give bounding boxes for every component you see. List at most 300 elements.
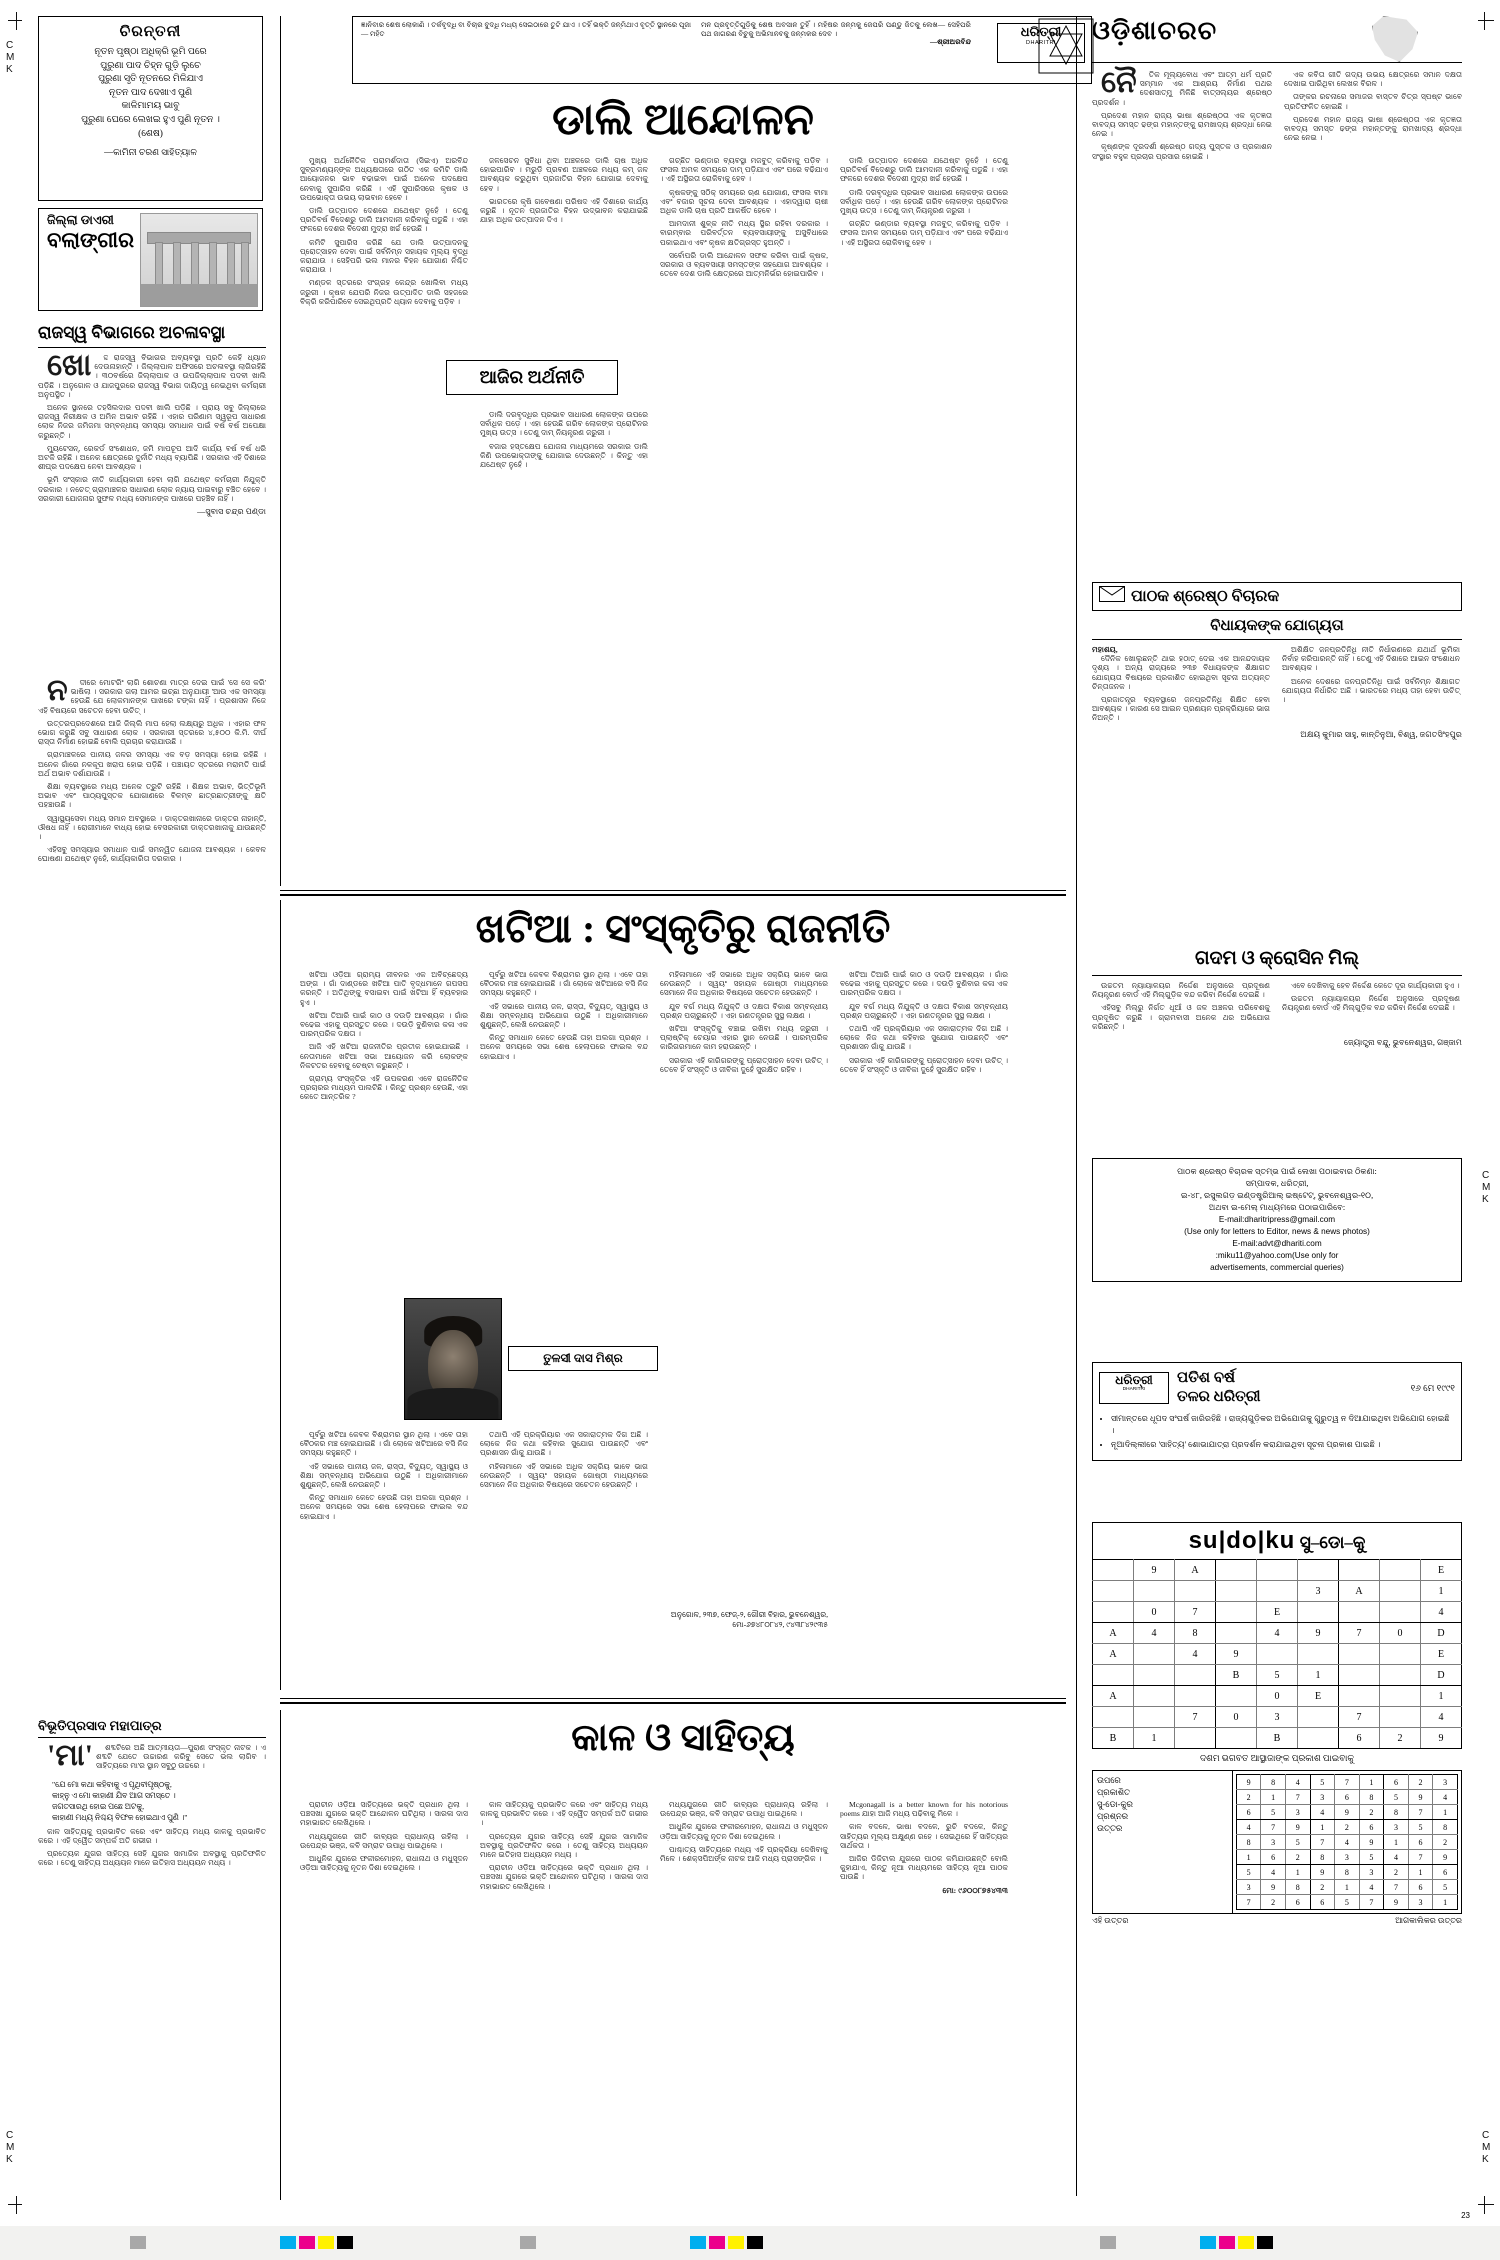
answer-cell: 5 [1236, 1865, 1261, 1880]
quote-line: "ଯେ ମୋ କଥା କହିବାକୁ ଏ ପୃଥିବୀପୃଷ୍ଠକୁ, [52, 1779, 172, 1789]
anniversary-date: ୧୬ ମେ ୧୯୯୧ [1410, 1382, 1455, 1393]
poem-line: ପୁରୁଣା ସୃତି ନୂତନରେ ମିଳିଯାଏ [98, 74, 203, 85]
sudoku-cell[interactable]: 5 [1257, 1665, 1298, 1686]
sudoku-row[interactable] [1093, 1686, 1462, 1707]
answer-cell: 3 [1261, 1835, 1286, 1850]
sudoku-row[interactable] [1093, 1602, 1462, 1623]
answer-cell: 7 [1408, 1805, 1433, 1820]
answer-cell: 6 [1384, 1775, 1409, 1790]
paragraph: ପ୍ରଦେଶ ମହାନ ରାଜ୍ୟ ଭାଷା ଶ୍ରେଷ୍ଠତା ଏକ କୃତଜ୍ଞତା ବାବଦ୍ୟ ସମସ୍ତ ଢଙ୍ଗ ମହାନ୍ତଙ୍କୁ ରାମଖାଦ୍ୟ ଶ୍ରଦ୍ଧା ନେଇ ନେଇ । [1284, 114, 1462, 143]
sudoku-cell[interactable]: 8 [1175, 1623, 1216, 1644]
kala-headline: କାଳ ଓ ସାହିତ୍ୟ [571, 1717, 795, 1759]
sudoku-cell[interactable] [1216, 1602, 1257, 1623]
sudoku-footer: ଏହି ଉତ୍ତର ଆଗକାଲିକର ଉତ୍ତର [1092, 1916, 1462, 1925]
sudoku-cell[interactable] [1216, 1686, 1257, 1707]
sudoku-row[interactable] [1093, 1560, 1462, 1581]
paragraph: ଡାଲି ଉତ୍ପାଦନ ଦେଶରେ ଯଥେଷ୍ଟ ନୁହେଁ । ତେଣୁ ପ୍ରତିବର୍ଷ ବିଦେଶରୁ ଡାଲି ଆମଦାନୀ କରିବାକୁ ପଡୁଛି । ଏହା ଫଳରେ ଦେଶର ବିଦେଶୀ ମୁଦ୍ରା ଖର୍ଚ୍ଚ ହେଉଛି । [300, 206, 468, 234]
answer-row [1236, 1820, 1457, 1835]
paragraph: ଡାଲି ଦରବୃଦ୍ଧିର ପ୍ରଭାବ ସାଧାରଣ ଲୋକଙ୍କ ଉପରେ ସର୍ବାଧିକ ପଡ଼େ । ଏହା ହେଉଛି ଗରିବ ଲୋକଙ୍କ ପ୍ରୋଟିନର ମୁଖ୍ୟ ଉତ୍ସ । ତେଣୁ ଦାମ୍ ନିୟନ୍ତ୍ରଣ ଜରୁରୀ । [480, 410, 648, 438]
sudoku-cell[interactable] [1093, 1581, 1134, 1602]
answer-row [1236, 1805, 1457, 1820]
sudoku-cell[interactable] [1134, 1707, 1175, 1728]
sudoku-cell[interactable]: B [1216, 1665, 1257, 1686]
paragraph: ସରକାର ଏହି କାରିଗରଙ୍କୁ ପ୍ରୋତ୍ସାହନ ଦେବା ଉଚିତ୍ । ତେବେ ହିଁ ସଂସ୍କୃତି ଓ ଜୀବିକା ଦୁହେଁ ସୁରକ୍ଷିତ ରହିବ । [840, 1055, 1008, 1074]
paragraph: ଉଚ୍ଚତମ ନ୍ୟାୟାଳୟର ନିର୍ଦ୍ଦେଶ ଅନୁସାରେ ପ୍ରଦୂଷଣ ନିୟନ୍ତ୍ରଣ ବୋର୍ଡ ଏହି ମିଲ୍‌ଗୁଡ଼ିକ ବନ୍ଦ କରିବା ନିର୍ଦ୍ଦେଶ ଦେଇଛି । [1092, 981, 1270, 1000]
quote-line: କାହାଣୀ ମଧ୍ୟ ନିଶ୍ଚୟ ବିଫଳ ହୋଇଥାଏ ପୁଣି ।" [52, 1812, 188, 1822]
sudoku-instruction: ଦଶମ ଭଗବତ ଆସ୍ଥାଜାଙ୍କ ପ୍ରକାଶ ପାଇବାକୁ [1199, 1753, 1355, 1763]
answer-cell: 2 [1408, 1775, 1433, 1790]
left-article-revenue [38, 322, 266, 517]
answer-cell: 5 [1359, 1850, 1384, 1865]
contact-intro: ପାଠକ ଶ୍ରେଷ୍ଠ ବିଚାରକ ସ୍ତମ୍ଭ ପାଇଁ ଲେଖା ପଠାଇବାର ଠିକଣା: [1177, 1167, 1377, 1176]
sudoku-cell[interactable]: 1 [1298, 1665, 1339, 1686]
sudoku-cell[interactable] [1339, 1686, 1380, 1707]
paragraph: ଖଟିଆ ଓଡ଼ିଆ ଗ୍ରାମ୍ୟ ଜୀବନର ଏକ ଅବିଚ୍ଛେଦ୍ୟ ଅଙ୍ଗ । ଗାଁ ଦାଣ୍ଡରେ ଖଟିଆ ପାତି ବୃଦ୍ଧମାନେ ଗପସପ କରନ୍ତି । ଅତିଥିଙ୍କୁ ବସାଇବା ପାଇଁ ଖଟିଆ ହିଁ ବ୍ୟବହାର ହୁଏ । [300, 970, 468, 1007]
sudoku-cell[interactable]: 0 [1216, 1707, 1257, 1728]
poem-author: —କାମିନୀ ଚରଣ ସାହିତ୍ୟାଳ [104, 147, 197, 158]
paragraph: ମୁଖ୍ୟ ଅର୍ଥନୈତିକ ପରାମର୍ଶଦାତା (ସିଇଏ) ଅରବିନ୍ଦ ସୁବ୍ରମଣ୍ୟନ୍ଙ୍କ ଅଧ୍ୟକ୍ଷତାରେ ଗଠିତ ଏକ କମିଟି ଡାଲି ଆୟୋଜନର ଭାବ ବଢାଇବା ପାଇଁ ଅନେକ ପଦକ୍ଷେପ ନେବାକୁ ସୁପାରିସ କରିଛି । ଏହି ସୁପାରିସରେ କୃଷକ ଓ ଉପଭୋକ୍ତା ଉଭୟ ଲାଭବାନ ହେବେ । [300, 156, 468, 202]
answer-cell: 5 [1384, 1790, 1409, 1805]
sudoku-answer-grid [1236, 1774, 1458, 1910]
sudoku-cell[interactable] [1380, 1707, 1421, 1728]
answer-cell: 2 [1285, 1850, 1310, 1865]
answer-row [1236, 1865, 1457, 1880]
paragraph: ଆଧୁନିକ ଯୁଗରେ ଫକୀରମୋହନ, ରାଧାନାଥ ଓ ମଧୁସୂଦନ ଓଡ଼ିଆ ସାହିତ୍ୟକୁ ନୂତନ ଦିଶା ଦେଇଥିଲେ । [660, 1822, 828, 1841]
sudoku-cell[interactable] [1339, 1644, 1380, 1665]
odisha-header-rule [1092, 62, 1462, 63]
answer-cell: 8 [1335, 1865, 1360, 1880]
answer-cell: 7 [1335, 1775, 1360, 1790]
sudoku-cell[interactable] [1175, 1665, 1216, 1686]
answer-cell: 8 [1310, 1850, 1335, 1865]
dali-headline: ଡାଲି ଆନ୍ଦୋଳନ [552, 95, 814, 144]
sudoku-cell[interactable]: 4 [1421, 1602, 1462, 1623]
answer-cell: 9 [1408, 1790, 1433, 1805]
sudoku-cell[interactable]: E [1298, 1686, 1339, 1707]
paragraph: ଉଚ୍ଚତମ ନ୍ୟାୟାଳୟର ନିର୍ଦ୍ଦେଶ ଅନୁସାରେ ପ୍ରଦୂଷଣ ନିୟନ୍ତ୍ରଣ ବୋର୍ଡ ଏହି ମିଲ୍‌ଗୁଡ଼ିକ ବନ୍ଦ କରିବା ନିର୍ଦ୍ଦେଶ ଦେଇଛି । [1282, 994, 1460, 1013]
answer-cell: 5 [1433, 1880, 1458, 1895]
sudoku-cell[interactable]: D [1421, 1665, 1462, 1686]
sudoku-cell[interactable] [1298, 1602, 1339, 1623]
left-article-2-body [38, 674, 266, 864]
section-divider-dali-bottom [280, 890, 1066, 891]
author-portrait [404, 1298, 502, 1420]
paragraph: କିନ୍ତୁ ସମାଧାନ କେତେ ହେଉଛି ତାହା ଅଲଗା ପ୍ରଶ୍ନ । ଅନେକ ସମୟରେ ସଭା ଶେଷ ହେଲାପରେ ଫାଇଲ ବନ୍ଦ ହୋଇଯାଏ । [480, 1033, 648, 1061]
kala-author-label: ବିଭୂତିପ୍ରସାଦ ମହାପାତ୍ର [38, 1718, 162, 1733]
khadia-author-box: ତୁଳସୀ ଦାସ ମିଶ୍ର [508, 1346, 658, 1371]
answer-cell: 4 [1335, 1835, 1360, 1850]
answer-cell: 3 [1285, 1805, 1310, 1820]
sudoku-cell[interactable]: 4 [1257, 1623, 1298, 1644]
paragraph: ଖଟିଆ ତିଆରି ପାଇଁ କାଠ ଓ ଦଉଡ଼ି ଆବଶ୍ୟକ । ଗାଁର ବଢେଇ ଏହାକୁ ପ୍ରସ୍ତୁତ କରେ । ଦଉଡ଼ି ବୁଣିବାର କଳା ଏକ ପାରମ୍ପରିକ ଦକ୍ଷତା । [300, 1010, 468, 1039]
reader-section [1092, 582, 1462, 740]
paragraph: ଖଟିଆ ତିଆରି ପାଇଁ କାଠ ଓ ଦଉଡ଼ି ଆବଶ୍ୟକ । ଗାଁର ବଢେଇ ଏହାକୁ ପ୍ରସ୍ତୁତ କରେ । ଦଉଡ଼ି ବୁଣିବାର କଳା ଏକ ପାରମ୍ପରିକ ଦକ୍ଷତା । [840, 970, 1008, 998]
khadia-column-2 [480, 970, 648, 1065]
district-name: ବଲାଙ୍ଗୀର [47, 228, 134, 252]
sudoku-cell[interactable]: 0 [1380, 1623, 1421, 1644]
sudoku-row[interactable] [1093, 1581, 1462, 1602]
sudoku-cell[interactable]: A [1175, 1560, 1216, 1581]
anniversary-box [1092, 1362, 1462, 1461]
answer-cell: 4 [1359, 1880, 1384, 1895]
paragraph: ଅନେକ ସ୍ଥାନରେ ତହସିଲଦାର ପଦବୀ ଖାଲି ପଡ଼ିଛି । ପ୍ରାୟ ସବୁ ଜିଲ୍ଲାରେ ରାଜସ୍ୱ ନିରୀକ୍ଷକ ଓ ଅମିନ ଅଭାବ ରହିଛି । ଏହାର ପରିଣାମ ସ୍ୱରୂପ ସାଧାରଣ ଲୋକ ନିଜର ଜମିଜମା ସମ୍ବନ୍ଧୀୟ ସମସ୍ୟା ସମାଧାନ ପାଇଁ ବର୍ଷ ବର୍ଷ ଅପେକ୍ଷା କରୁଛନ୍ତି । [38, 403, 266, 440]
khadia-column-2b [480, 1430, 648, 1493]
paragraph: ଦୈନିକ ଖୋଲୁଛନ୍ତି ଥାଇ ହଠାତ୍ ଦେଇ ଏକ ଆନନ୍ଦଦାୟକ ଦୃଶ୍ୟ । ଅନ୍ୟ ରାଜ୍ୟରେ ୨୩୭ ବିଧାୟକଙ୍କ ଶିକ୍ଷାଗତ ଯୋଗ୍ୟତା ବିଷୟରେ ପ୍ରକାଶିତ ହୋଇଥିବା ସୂଚନା ଅତ୍ୟନ୍ତ ଚିନ୍ତାଜନକ । [1092, 654, 1270, 691]
sudoku-cell[interactable]: 1 [1421, 1686, 1462, 1707]
answer-cell: 1 [1335, 1880, 1360, 1895]
answer-cell: 6 [1261, 1850, 1286, 1865]
sudoku-cell[interactable]: 7 [1339, 1707, 1380, 1728]
sudoku-cell[interactable]: 7 [1175, 1602, 1216, 1623]
answer-cell: 7 [1310, 1835, 1335, 1850]
district-label: ଜିଲ୍ଲା ଡାଏରୀ [47, 213, 114, 227]
khadia-column-1b [300, 1430, 468, 1525]
swatch-gray [1100, 2236, 1116, 2249]
sudoku-cell[interactable] [1216, 1623, 1257, 1644]
swatch-group-1 [130, 2236, 146, 2249]
paragraph: ଗଚ୍ଛିତ ଭଣ୍ଡାର ବ୍ୟବସ୍ଥା ମଜବୁତ୍ କରିବାକୁ ପଡ଼ିବ । ଫସଲ ଅମଳ ସମୟରେ ଦାମ୍ ପଡ଼ିଯାଏ ଏବଂ ପରେ ବଢିଯାଏ । ଏହି ଅସ୍ଥିରତା ରୋକିବାକୁ ହେବ । [660, 156, 828, 184]
answer-cell: 7 [1384, 1880, 1409, 1895]
sudoku-row[interactable] [1093, 1707, 1462, 1728]
salutation: ମହାଶୟ, [1092, 645, 1118, 654]
registration-mark-bottom-right [1476, 2196, 1494, 2214]
reader-box-signature: ଅକ୍ଷୟ କୁମାର ସାହୁ, କାନ୍ତିନୁଆ, ବିଶ୍ୱ, ଜଗତସିଂହପୁର [1300, 729, 1462, 739]
sudoku-cell[interactable] [1339, 1602, 1380, 1623]
answer-cell: 6 [1408, 1835, 1433, 1850]
answer-cell: 3 [1236, 1880, 1261, 1895]
paragraph: ମହିଳାମାନେ ଏହି ସଭାରେ ଅଧିକ ସକ୍ରିୟ ଭାବେ ଭାଗ ନେଉଛନ୍ତି । ସ୍ୱୟଂ ସହାୟକ ଗୋଷ୍ଠୀ ମାଧ୍ୟମରେ ସେମାନେ ନିଜ ଅଧିକାର ବିଷୟରେ ସଚେତନ ହେଉଛନ୍ତି । [480, 1461, 648, 1490]
poem-line: ପୁରୁଣା ପାଦ ଚିହ୍ନ ଗୁଡ଼ି ଲୁଚେ [100, 60, 201, 71]
answer-cell: 6 [1335, 1790, 1360, 1805]
page-content [22, 10, 1478, 2210]
poem-title: ଚିରନ୍ତନୀ [119, 24, 182, 40]
answer-cell: 9 [1359, 1835, 1384, 1850]
sudoku-cell[interactable] [1298, 1560, 1339, 1581]
sudoku-cell[interactable]: B [1257, 1728, 1298, 1749]
sudoku-row[interactable] [1093, 1623, 1462, 1644]
sudoku-cell[interactable] [1380, 1686, 1421, 1707]
sudoku-cell[interactable] [1134, 1665, 1175, 1686]
answer-cell: 1 [1433, 1805, 1458, 1820]
cmk-marks-left [6, 40, 14, 76]
answer-row [1236, 1835, 1457, 1850]
kala-column-4 [840, 1800, 1008, 1895]
swatch-yellow [728, 2236, 744, 2249]
swatch-yellow [1238, 2236, 1254, 2249]
sudoku-cell[interactable]: 4 [1134, 1623, 1175, 1644]
swatch-magenta [299, 2236, 315, 2249]
answer-cell: 6 [1236, 1805, 1261, 1820]
sudoku-cell[interactable]: E [1421, 1560, 1462, 1581]
odisha-section-header [1092, 16, 1422, 62]
section-divider-dali-bottom-thick [280, 894, 1066, 896]
paragraph: ଜଳସେଚନ ସୁବିଧା ଥିବା ଅଞ୍ଚଳରେ ଡାଲି ଚାଷ ଅଧିକ ହୋଇପାରିବ । ମରୁଡ଼ି ପ୍ରବଣ ଅଞ୍ଚଳରେ ମଧ୍ୟ କମ୍ ଜଳ ଆବଶ୍ୟକ କରୁଥିବା ପ୍ରଜାତିର ବିହନ ଯୋଗାଇ ଦେବାକୁ ହେବ । [480, 156, 648, 193]
answer-cell: 8 [1261, 1775, 1286, 1790]
answer-cell: 9 [1335, 1805, 1360, 1820]
sudoku-cell[interactable]: 7 [1175, 1707, 1216, 1728]
swatch-group-6 [1200, 2236, 1273, 2249]
sudoku-cell[interactable] [1380, 1560, 1421, 1581]
sudoku-title [1092, 1522, 1462, 1559]
answer-row [1236, 1775, 1457, 1790]
paragraph: ଡାଲି ଉତ୍ପାଦନ ଦେଶରେ ଯଥେଷ୍ଟ ନୁହେଁ । ତେଣୁ ପ୍ରତିବର୍ଷ ବିଦେଶରୁ ଡାଲି ଆମଦାନୀ କରିବାକୁ ପଡୁଛି । ଏହା ଫଳରେ ଦେଶର ବିଦେଶୀ ମୁଦ୍ରା ଖର୍ଚ୍ଚ ହେଉଛି । [840, 156, 1008, 184]
masthead-quote-credit: —ଶ୍ରୀଅରବିନ୍ଦ [930, 38, 971, 47]
sudoku-puzzle-grid[interactable] [1092, 1559, 1462, 1749]
paragraph: ବଜାର ହସ୍ତକ୍ଷେପ ଯୋଜନା ମାଧ୍ୟମରେ ସରକାର ଡାଲି କିଣି ଉପଭୋକ୍ତାଙ୍କୁ ଯୋଗାଇ ଦେଉଛନ୍ତି । କିନ୍ତୁ ଏହା ଯଥେଷ୍ଟ ନୁହେଁ । [480, 441, 648, 470]
paragraph: ମଧ୍ୟଯୁଗରେ ରୀତି କାବ୍ୟର ପ୍ରାଧାନ୍ୟ ରହିଲା । ଉପେନ୍ଦ୍ର ଭଞ୍ଜ, କବି ସମ୍ରାଟ ଉପାଧି ପାଇଥିଲେ । [300, 1831, 468, 1850]
sudoku-cell[interactable]: 9 [1216, 1644, 1257, 1665]
sudoku-cell[interactable] [1093, 1560, 1134, 1581]
anniversary-title-2: ତଳର ଧରିତ୍ରୀ [1177, 1389, 1261, 1405]
contact-email-2[interactable]: E-mail:advt@dhariti.com [1232, 1239, 1322, 1248]
sudoku-cell[interactable]: A [1093, 1644, 1134, 1665]
crop-mark-k: K [6, 64, 13, 75]
contact-line: ସମ୍ପାଦକ, ଧରିତ୍ରୀ, [1245, 1179, 1309, 1188]
answer-cell: 7 [1408, 1850, 1433, 1865]
answer-cell: 5 [1408, 1820, 1433, 1835]
answer-cell: 8 [1384, 1805, 1409, 1820]
paragraph: ସର୍ବୋପରି ଡାଲି ଆନ୍ଦୋଳନ ସଫଳ କରିବା ପାଇଁ କୃଷକ, ସରକାର ଓ ବ୍ୟବସାୟୀ ସମସ୍ତଙ୍କ ସହଯୋଗ ଆବଶ୍ୟକ । ତେବେ ଦେଶ ଡାଲି କ୍ଷେତ୍ରରେ ଆତ୍ମନିର୍ଭର ହୋଇପାରିବ । [660, 250, 828, 279]
crop-mark-m: M [6, 52, 15, 63]
answer-cell: 1 [1408, 1865, 1433, 1880]
sudoku-cell[interactable]: 7 [1339, 1623, 1380, 1644]
sudoku-title-latin: su|do|ku [1188, 1527, 1296, 1554]
paragraph: ପ୍ରତ୍ୟେକ ଯୁଗର ସାହିତ୍ୟ ସେହି ଯୁଗର ସାମାଜିକ ଅବସ୍ଥାକୁ ପ୍ରତିଫଳିତ କରେ । ତେଣୁ ସାହିତ୍ୟ ଅଧ୍ୟୟନ ମାନେ ଇତିହାସ ଅଧ୍ୟୟନ ମଧ୍ୟ । [38, 1849, 266, 1868]
paragraph: କମିଟି ସୁପାରିସ କରିଛି ଯେ ଡାଲି ଉତ୍ପାଦନକୁ ପ୍ରୋତ୍ସାହନ ଦେବା ପାଇଁ ସର୍ବନିମ୍ନ ସହାୟକ ମୂଲ୍ୟ ବୃଦ୍ଧି କରାଯାଉ । ସେହିପରି ଭଲ ମାନର ବିହନ ଯୋଗାଣ ନିଶ୍ଚିତ କରାଯାଉ । [300, 237, 468, 275]
sudoku-cell[interactable]: A [1093, 1623, 1134, 1644]
sudoku-cell[interactable]: 4 [1175, 1644, 1216, 1665]
khadia-column-3 [660, 970, 828, 1078]
sudoku-cell[interactable]: 3 [1298, 1581, 1339, 1602]
paragraph: ଆଜିର ଡିଜିଟାଲ ଯୁଗରେ ପାଠକ କମିଯାଉଛନ୍ତି ବୋଲି କୁହାଯାଏ, କିନ୍ତୁ ନୂଆ ମାଧ୍ୟମରେ ସାହିତ୍ୟ ନୂଆ ପାଠକ ପାଉଛି । [840, 1854, 1008, 1882]
answer-cell: 8 [1359, 1790, 1384, 1805]
answer-cell: 4 [1433, 1790, 1458, 1805]
section-divider-khadia-bottom-thick [280, 1702, 1066, 1704]
sudoku-cell[interactable]: A [1093, 1686, 1134, 1707]
todays-economy-box: ଆଜିର ଅର୍ଥନୀତି [446, 360, 618, 395]
sudoku-cell[interactable] [1257, 1644, 1298, 1665]
sudoku-cell[interactable] [1380, 1602, 1421, 1623]
paragraph: ଗ୍ରାମାଞ୍ଚଳରେ ପାନୀୟ ଜଳର ସମସ୍ୟା ଏକ ବଡ଼ ସମସ୍ୟା ହୋଇ ରହିଛି । ଅନେକ ଗାଁରେ ନଳକୂପ ଖରାପ ହୋଇ ପଡ଼ିଛି । ପଞ୍ଚାୟତ ସ୍ତରରେ ମରାମତି ପାଇଁ ଅର୍ଥ ଅଭାବ ଦର୍ଶାଯାଉଛି । [38, 750, 266, 778]
swatch-cyan [1200, 2236, 1216, 2249]
answer-cell: 3 [1335, 1850, 1360, 1865]
swatch-cyan [280, 2236, 296, 2249]
sudoku-cell[interactable] [1093, 1707, 1134, 1728]
second-article-col-1 [1092, 981, 1270, 1035]
poem-line: ନୂତନ ପୃଷ୍ଠା ଅଧିକ୍ରି ଭୂମି ପରେ [94, 47, 207, 57]
sudoku-cell[interactable]: B [1093, 1728, 1134, 1749]
sudoku-cell[interactable]: 1 [1134, 1728, 1175, 1749]
paragraph: ଅଶିକ୍ଷିତ ଜନପ୍ରତିନିଧି ନୀତି ନିର୍ଧାରଣରେ ଯଥାର୍ଥ ଭୂମିକା ନିର୍ବାହ କରିପାରନ୍ତି ନାହିଁ । ତେଣୁ ଏହି ଦିଶାରେ ଆଇନ ସଂଶୋଧନ ଆବଶ୍ୟକ । [1282, 645, 1460, 673]
sudoku-cell[interactable] [1339, 1560, 1380, 1581]
sudoku-cell[interactable] [1134, 1644, 1175, 1665]
sudoku-cell[interactable] [1216, 1581, 1257, 1602]
left-article-body [38, 349, 266, 503]
sudoku-cell[interactable]: 0 [1134, 1602, 1175, 1623]
right-article-body [1092, 66, 1272, 165]
envelope-icon [1099, 586, 1125, 607]
column-divider-2 [280, 900, 281, 1690]
masthead-quote-col-1: ଜ୍ଞାନିବାର ଶେଷ ଲୋକାଣି । ତର୍କବୃଦ୍ଧି ବା ବିଚାର ବୁଦ୍ଧି ମଧ୍ୟ ସେଇଠାରେ ତୁଟି ଯାଏ । ତହିଁ ଭକ୍ତି ଜନ୍ମିଥାଏ ବୃତ୍ତି ସ୍ଥାନରେ ପୂଜା— ମହିତ [361, 21, 691, 38]
paragraph: 'ମା'ଶବ୍ଦଟିରେ ଅଛି ଆତ୍ମୀୟତା—ପୁରାଣ ସଂସ୍କୃତ ନାଟକ । ଏ ଶବ୍ଦଟି ଯେତେ ଉଚ୍ଚାରଣ କରିବୁ ସେତେ ଭଲ ଲାଗିବ । ସାହିତ୍ୟରେ ମା'ର ସ୍ଥାନ ସବୁଠୁ ଉଚ୍ଚରେ । [47, 1739, 266, 1772]
sudoku-cell[interactable]: 1 [1421, 1581, 1462, 1602]
crop-mark-k: K [6, 2154, 13, 2165]
column-divider-3 [280, 1710, 281, 2200]
crop-mark-k: K [1482, 1194, 1489, 1205]
second-article-signature: ଜ୍ୟୋତ୍ସ୍ନା ବନ୍ଦୁ, ଭୁବନେଶ୍ୱର, ଗଞ୍ଜାମ [1343, 1038, 1462, 1048]
answer-cell: 5 [1261, 1805, 1286, 1820]
sudoku-cell[interactable] [1216, 1728, 1257, 1749]
answer-cell: 7 [1359, 1895, 1384, 1910]
sudoku-cell[interactable] [1380, 1644, 1421, 1665]
crop-mark-m: M [1482, 1182, 1491, 1193]
sudoku-cell[interactable] [1175, 1686, 1216, 1707]
sudoku-row[interactable] [1093, 1644, 1462, 1665]
answer-cell: 1 [1236, 1850, 1261, 1865]
sudoku-cell[interactable] [1380, 1665, 1421, 1686]
swatch-magenta [1219, 2236, 1235, 2249]
dali-column-2b [480, 410, 648, 473]
answer-cell: 4 [1261, 1865, 1286, 1880]
sudoku-cell[interactable]: 6 [1339, 1728, 1380, 1749]
answer-cell: 7 [1285, 1790, 1310, 1805]
star-emblem [1038, 18, 1094, 74]
paragraph: ପୂର୍ବରୁ ଖଟିଆ କେବଳ ବିଶ୍ରାମର ସ୍ଥାନ ଥିଲା । ଏବେ ତାହା ବୈଠକର ମଞ୍ଚ ହୋଇଯାଇଛି । ଗାଁ ଲୋକେ ଖଟିଆରେ ବସି ନିଜ ସମସ୍ୟା କହୁଛନ୍ତି । [300, 1430, 468, 1458]
paragraph: ସରକାର ଏହି କାରିଗରଙ୍କୁ ପ୍ରୋତ୍ସାହନ ଦେବା ଉଚିତ୍ । ତେବେ ହିଁ ସଂସ୍କୃତି ଓ ଜୀବିକା ଦୁହେଁ ସୁରକ୍ଷିତ ରହିବ । [660, 1055, 828, 1074]
swatch-gray [520, 2236, 536, 2249]
reader-box-col-2 [1282, 645, 1460, 727]
answer-cell: 3 [1310, 1790, 1335, 1805]
sudoku-row[interactable] [1093, 1728, 1462, 1749]
sudoku-cell[interactable]: A [1339, 1581, 1380, 1602]
answer-cell: 2 [1335, 1820, 1360, 1835]
swatch-cyan [690, 2236, 706, 2249]
sudoku-cell[interactable] [1134, 1581, 1175, 1602]
sudoku-cell[interactable] [1175, 1728, 1216, 1749]
sudoku-cell[interactable] [1175, 1581, 1216, 1602]
sudoku-answer-grid-wrap [1233, 1771, 1461, 1913]
answer-cell: 1 [1433, 1895, 1458, 1910]
answer-cell: 2 [1433, 1835, 1458, 1850]
khadia-contact [660, 1610, 828, 1630]
answer-cell: 7 [1261, 1820, 1286, 1835]
left-article-title: ରାଜସ୍ୱ ବିଭାଗରେ ଅଚଳାବସ୍ଥା [38, 323, 226, 342]
paragraph: ଆମଦାନୀ ଶୁଳ୍କ ନୀତି ମଧ୍ୟ ସ୍ଥିର ରହିବା ଦରକାର । ବାରମ୍ବାର ପରିବର୍ତ୍ତନ ବ୍ୟବସାୟୀଙ୍କୁ ଅସୁବିଧାରେ ପକାଇଥାଏ ଏବଂ କୃଷକ କ୍ଷତିଗ୍ରସ୍ତ ହୁଅନ୍ତି । [660, 219, 828, 247]
sudoku-cell[interactable]: 3 [1257, 1707, 1298, 1728]
sudoku-cell[interactable]: D [1421, 1623, 1462, 1644]
swatch-yellow [318, 2236, 334, 2249]
answer-cell: 3 [1359, 1865, 1384, 1880]
paragraph: ମଧ୍ୟଯୁଗରେ ରୀତି କାବ୍ୟର ପ୍ରାଧାନ୍ୟ ରହିଲା । ଉପେନ୍ଦ୍ର ଭଞ୍ଜ, କବି ସମ୍ରାଟ ଉପାଧି ପାଇଥିଲେ । [660, 1800, 828, 1819]
sudoku-cell[interactable] [1380, 1581, 1421, 1602]
crop-mark-c: C [1482, 2130, 1490, 2141]
answer-cell: 7 [1236, 1895, 1261, 1910]
district-diary-box [38, 208, 263, 311]
sudoku-cell[interactable]: E [1421, 1644, 1462, 1665]
answer-cell: 3 [1433, 1775, 1458, 1790]
sudoku-cell[interactable]: 2 [1380, 1728, 1421, 1749]
paragraph: କୃଷକଙ୍କୁ ସଠିକ୍ ସମୟରେ ଋଣ ଯୋଗାଣ, ଫସଲ ବୀମା ଏବଂ ବଜାର ସୂଚନା ଦେବା ଆବଶ୍ୟକ । ଏହାଦ୍ୱାରା ଚାଷୀ ଅଧିକ ଡାଲି ଚାଷ ପ୍ରତି ଆକର୍ଷିତ ହେବେ । [660, 187, 828, 216]
paragraph: ତଥାପି ଏହି ପ୍ରକ୍ରିୟାର ଏକ ସକାରାତ୍ମକ ଦିଗ ଅଛି । ଲୋକେ ନିଜ କଥା କହିବାର ସୁଯୋଗ ପାଉଛନ୍ତି ଏବଂ ପ୍ରଶାସନ ଗାଁକୁ ଯାଉଛି । [480, 1430, 648, 1458]
sudoku-cell[interactable]: 9 [1298, 1623, 1339, 1644]
sudoku-cell[interactable] [1298, 1644, 1339, 1665]
answer-cell: 1 [1310, 1820, 1335, 1835]
cmk-marks-right-bottom [1482, 2130, 1490, 2166]
paragraph: ପ୍ରତ୍ୟେକ ଯୁଗର ସାହିତ୍ୟ ସେହି ଯୁଗର ସାମାଜିକ ଅବସ୍ଥାକୁ ପ୍ରତିଫଳିତ କରେ । ତେଣୁ ସାହିତ୍ୟ ଅଧ୍ୟୟନ ମାନେ ଇତିହାସ ଅଧ୍ୟୟନ ମଧ୍ୟ । [480, 1831, 648, 1860]
sudoku-cell[interactable]: 0 [1257, 1686, 1298, 1707]
temple-photo [140, 213, 258, 307]
swatch-group-3 [520, 2236, 536, 2249]
sudoku-cell[interactable] [1093, 1665, 1134, 1686]
paragraph: ଖଟିଆ ସଂସ୍କୃତିକୁ ବଞ୍ଚାଇ ରଖିବା ମଧ୍ୟ ଜରୁରୀ । ପ୍ଲାଷ୍ଟିକ୍ ଚେୟାର ଏହାର ସ୍ଥାନ ନେଉଛି । ପାରମ୍ପରିକ କାରିଗରମାନେ କାମ ହରାଉଛନ୍ତି । [660, 1024, 828, 1052]
poem-subtitle: (ଶେଷ) [138, 128, 163, 139]
answer-row [1236, 1850, 1457, 1865]
sudoku-cell[interactable] [1298, 1707, 1339, 1728]
answer-cell: 8 [1285, 1880, 1310, 1895]
paragraph: ଏହି ସଭାରେ ପାନୀୟ ଜଳ, ରାସ୍ତା, ବିଦ୍ୟୁତ୍, ସ୍ୱାସ୍ଥ୍ୟ ଓ ଶିକ୍ଷା ସମ୍ବନ୍ଧୀୟ ଅଭିଯୋଗ ଉଠୁଛି । ଅଧିକାରୀମାନେ ଶୁଣୁଛନ୍ତି, ଲେଖି ନେଉଛନ୍ତି । [300, 1461, 468, 1490]
poem-box [38, 16, 263, 201]
answer-cell: 5 [1285, 1835, 1310, 1850]
sudoku-answer-box [1092, 1770, 1462, 1914]
sudoku-cell[interactable]: E [1257, 1602, 1298, 1623]
sudoku-cell[interactable] [1298, 1728, 1339, 1749]
paragraph: ଗଚ୍ଛିତ ଭଣ୍ଡାର ବ୍ୟବସ୍ଥା ମଜବୁତ୍ କରିବାକୁ ପଡ଼ିବ । ଫସଲ ଅମଳ ସମୟରେ ଦାମ୍ ପଡ଼ିଯାଏ ଏବଂ ପରେ ବଢିଯାଏ । ଏହି ଅସ୍ଥିରତା ରୋକିବାକୁ ହେବ । [840, 219, 1008, 247]
answer-cell: 2 [1359, 1805, 1384, 1820]
sudoku-cell[interactable] [1257, 1560, 1298, 1581]
sudoku-cell[interactable] [1216, 1560, 1257, 1581]
left-article-secondary [38, 674, 266, 868]
paragraph: ପ୍ରଦେଶ ମହାନ ରାଜ୍ୟ ଭାଷା ଶ୍ରେଷ୍ଠତା ଏକ କୃତଜ୍ଞତା ବାବଦ୍ୟ ସମସ୍ତ ଢଙ୍ଗ ମହାନ୍ତଙ୍କୁ ରାମଖାଦ୍ୟ ଶ୍ରଦ୍ଧା ନେଇ ନେଇ । [1092, 110, 1272, 139]
answer-cell: 6 [1408, 1880, 1433, 1895]
second-article-col-2 [1282, 981, 1460, 1035]
khadia-headline: ଖଟିଆ : ସଂସ୍କୃତିରୁ ରାଜନୀତି [475, 906, 891, 951]
answer-cell: 9 [1384, 1895, 1409, 1910]
sudoku-cell[interactable] [1257, 1581, 1298, 1602]
kala-column-1 [300, 1800, 468, 1876]
answer-cell: 8 [1236, 1835, 1261, 1850]
registration-mark-top-right [1476, 12, 1494, 30]
contact-email-3[interactable]: :miku11@yahoo.com(Use only for [1215, 1251, 1339, 1260]
answer-cell: 6 [1359, 1820, 1384, 1835]
swatch-group-2 [280, 2236, 353, 2249]
answer-cell: 9 [1261, 1880, 1286, 1895]
sudoku-cell[interactable] [1339, 1665, 1380, 1686]
sudoku-cell[interactable]: 9 [1134, 1560, 1175, 1581]
contact-email-1[interactable]: E-mail:dharitripress@gmail.com [1218, 1215, 1336, 1224]
answer-cell: 3 [1384, 1820, 1409, 1835]
sudoku-title-odia: ସୁ–ଡୋ–କୁ [1299, 1533, 1366, 1552]
answer-cell: 4 [1236, 1820, 1261, 1835]
paragraph: ଖୋଦ୍ଦ ରାଜସ୍ୱ ବିଭାଗର ଅବ୍ୟବସ୍ଥା ପ୍ରତି କେହି ଧ୍ୟାନ ଦେଉନାହାନ୍ତି । ଜିଲ୍ଲାପାଳ ଅଫିସରେ ଅଚଳାବସ୍ଥା ଲାଗିରହିଛି । ୩୦ବର୍ଷରେ ଜିଲ୍ଲାପାଳ ଓ ଉପଜିଲ୍ଲାପାଳ ପଦବୀ ଖାଲି ପଡ଼ିଛି । ଅନୁଗୋଳ ଓ ଯାଜପୁରରେ ରାଜସ୍ୱ ବିଭାଗ ଦାୟିତ୍ୱ ନେଇଥିବା କର୍ମଚାରୀ ଅନୁପସ୍ଥିତ । [38, 349, 266, 399]
sudoku-cell[interactable] [1093, 1602, 1134, 1623]
paragraph: ଏକ କବିତା ଗୀତି ଗଦ୍ୟ ଉଭୟ କ୍ଷେତ୍ରରେ ସମାନ ଦକ୍ଷତା ଦେଖାଇ ପାରିଥିବା ଲେଖକ ବିରଳ । [1284, 70, 1462, 89]
swatch-gray [130, 2236, 146, 2249]
answer-cell: 9 [1236, 1775, 1261, 1790]
sudoku-row[interactable] [1093, 1665, 1462, 1686]
sudoku-cell[interactable]: 4 [1421, 1707, 1462, 1728]
dali-column-2 [480, 156, 648, 228]
answer-row [1236, 1895, 1457, 1910]
sudoku-cell[interactable]: 9 [1421, 1728, 1462, 1749]
swatch-black [337, 2236, 353, 2249]
reader-box-col-1 [1092, 645, 1270, 727]
paragraph: ଏବେ ଦେଖିବାକୁ ହେବ ନିର୍ଦ୍ଦେଶ କେତେ ଦୂର କାର୍ଯ୍ୟକାରୀ ହୁଏ । [1291, 981, 1460, 990]
paragraph: ମ୍ୟୁଟେସନ୍, ରେକର୍ଡ ସଂଶୋଧନ, ଜମି ମାପଚୂପ ଆଦି କାର୍ଯ୍ୟ ବର୍ଷ ବର୍ଷ ଧରି ଅଟକି ରହିଛି । ଅନେକ କ୍ଷେତ୍ରରେ ଦୁର୍ନୀତି ମଧ୍ୟ ବ୍ୟାପିଛି । ସରକାର ଏହି ଦିଶାରେ ଶୀଘ୍ର ପଦକ୍ଷେପ ନେବା ଆବଶ୍ୟକ । [38, 443, 266, 472]
sudoku-cell[interactable] [1134, 1686, 1175, 1707]
cmk-marks-left-bottom [6, 2130, 14, 2166]
anniversary-item: • ସୀମାନ୍ତରେ ଧୂପଦ ସଂଘର୍ଷ ଜାରିରହିଛି । ରାଜ୍ୟଗୁଡ଼ିକର ଅଭିଯୋଗକୁ ଗୁରୁତ୍ୱ ନ ଦିଆଯାଇଥିବା ଅଭିଯୋଗ ହୋଇଛି । [1111, 1413, 1455, 1436]
answer-cell: 1 [1285, 1865, 1310, 1880]
